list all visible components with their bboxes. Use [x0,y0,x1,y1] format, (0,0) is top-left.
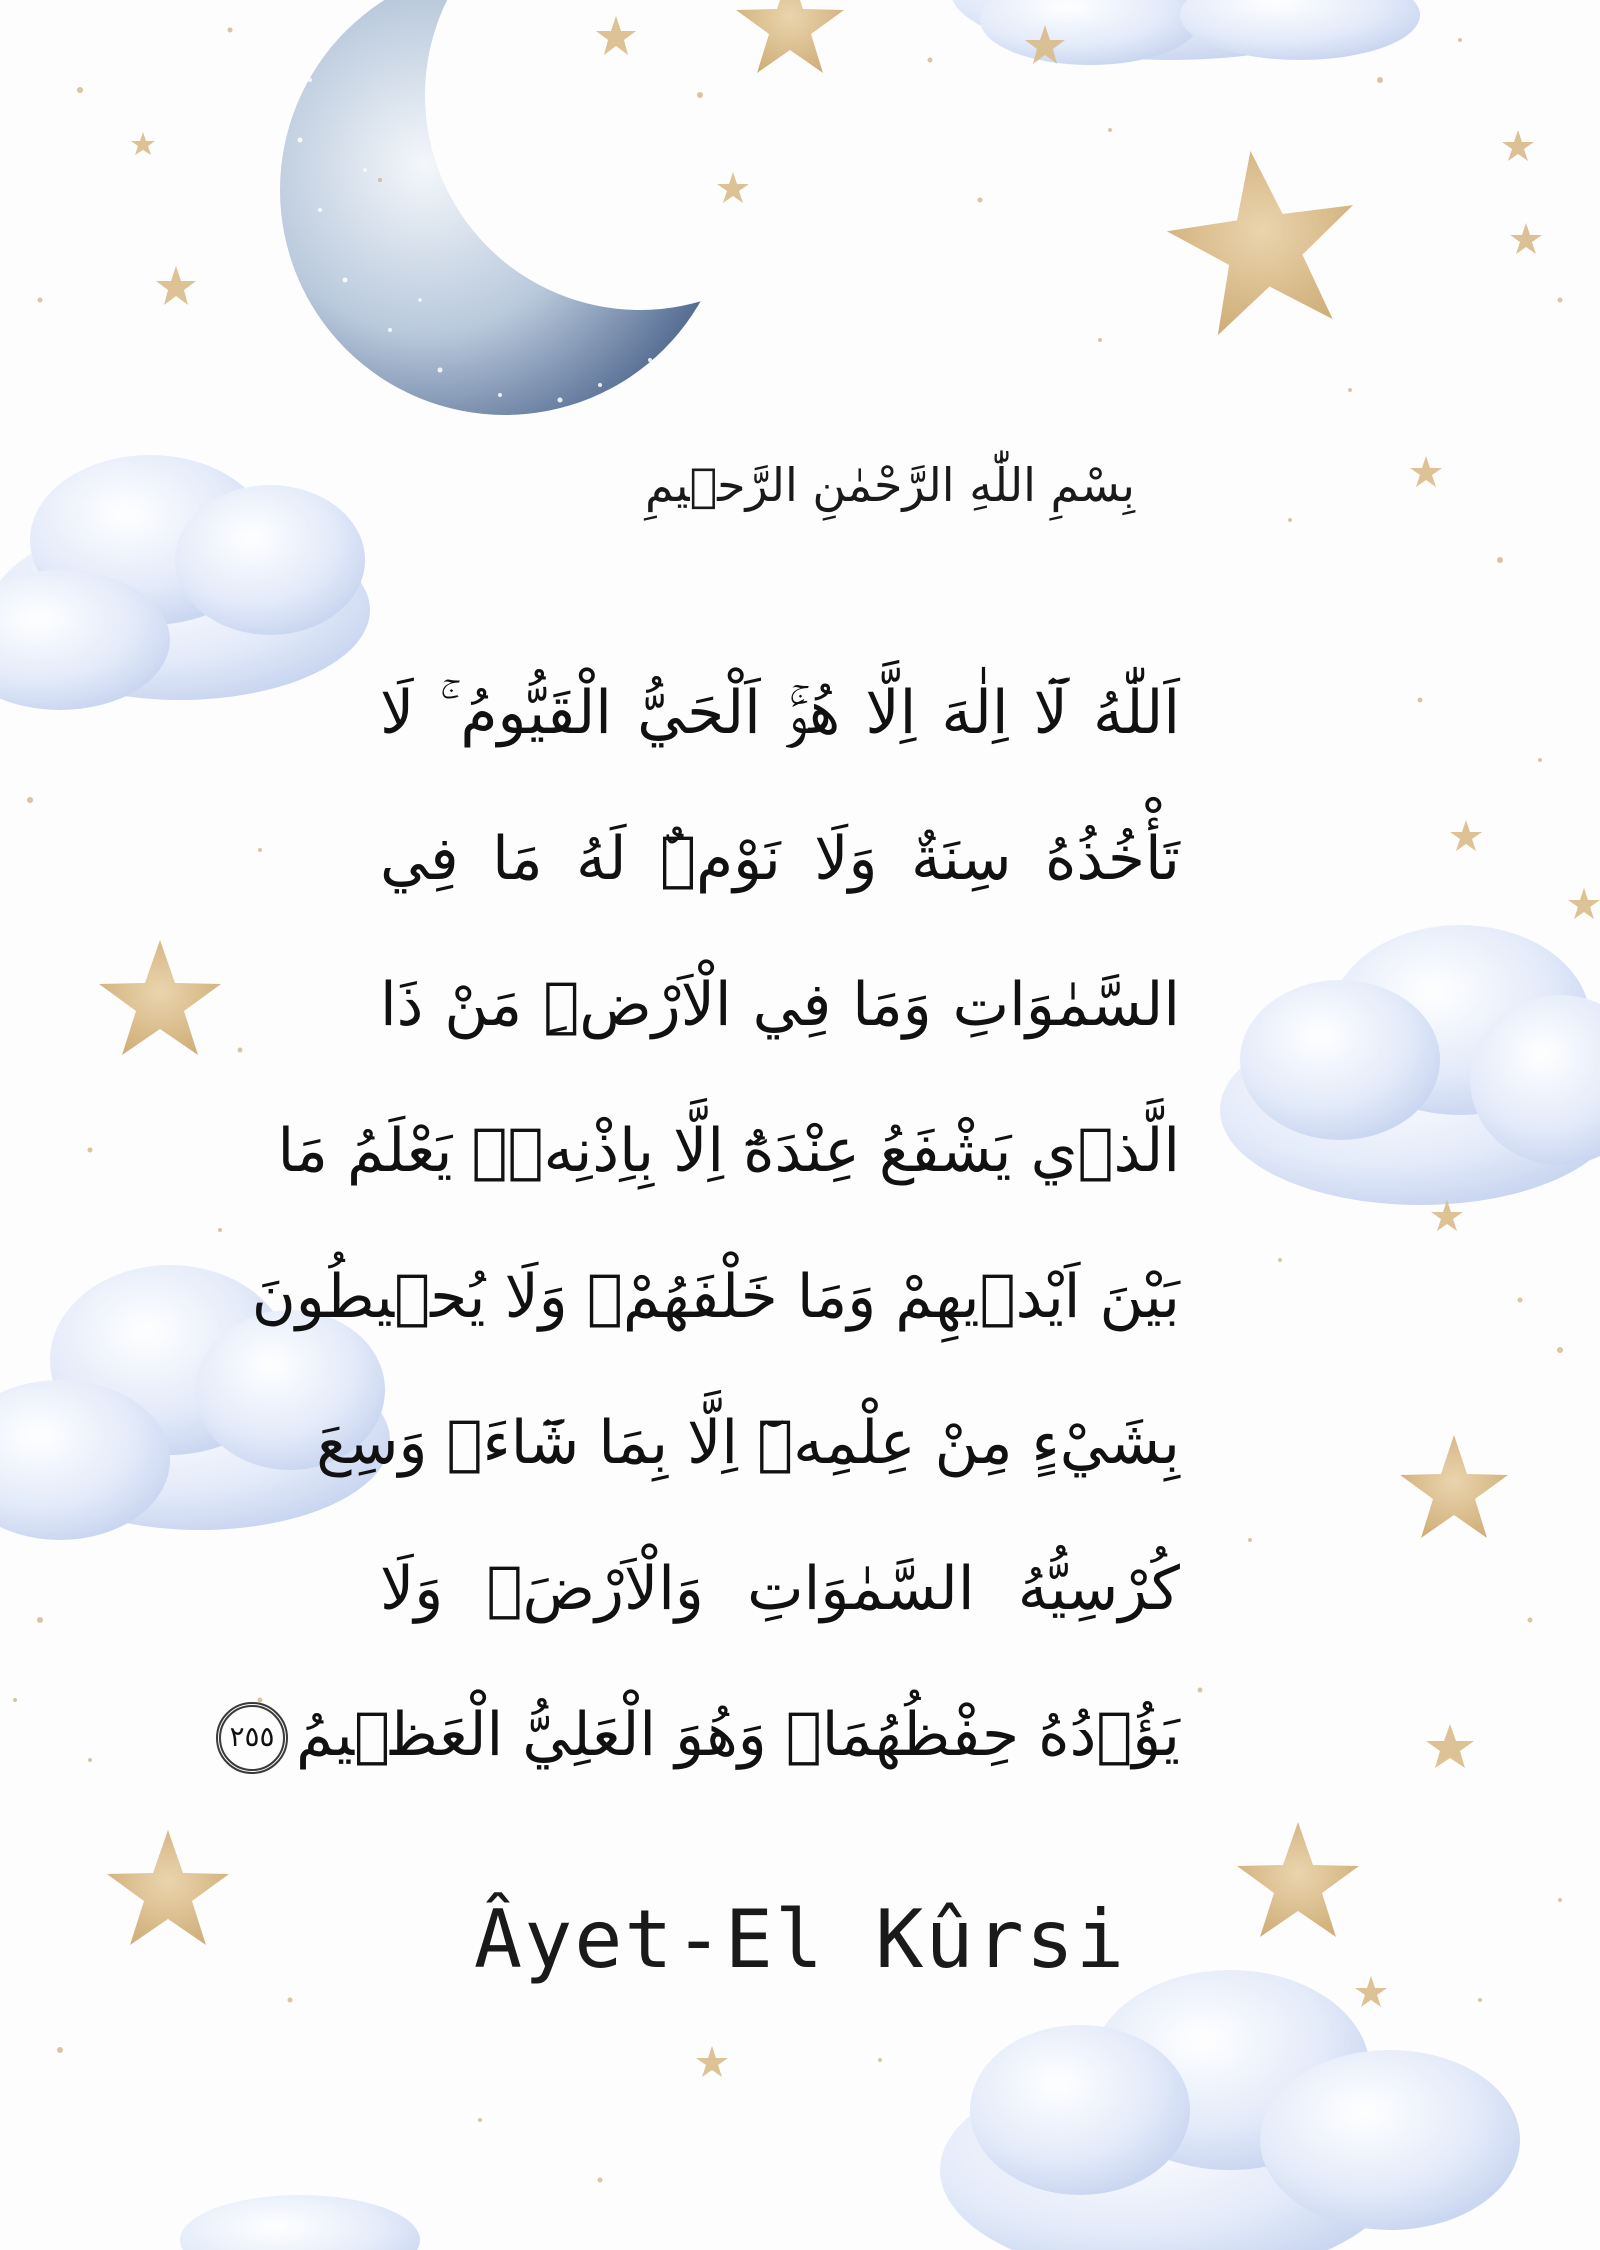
verse-line: الَّذ۪ي يَشْفَعُ عِنْدَهُٓ اِلَّا بِاِذْنِه۪ۜ يَعْلَمُ مَا [277,1116,1180,1186]
star-icon [1157,138,1368,340]
verse-line-text: يَؤُ۫دُهُ حِفْظُهُمَاۚ وَهُوَ الْعَلِيُّ الْعَظ۪يمُ [296,1700,1180,1770]
star-icon [1400,1435,1508,1538]
cloud-icon [1220,925,1600,1205]
star-icon [107,1830,229,1945]
verse-line: بَيْنَ اَيْد۪يهِمْ وَمَا خَلْفَهُمْۚ وَلَا يُح۪يطُونَ [251,1262,1180,1332]
ayah-number-marker: ٢٥٥ [216,1702,288,1774]
cloud-icon [180,2195,420,2250]
verse-line: كُرْسِيُّهُ السَّمٰوَاتِ وَالْاَرْضَۚ وَلَا [380,1554,1180,1624]
ayat-al-kursi-verse [229,640,1180,1808]
verse-line: بِشَيْءٍ مِنْ عِلْمِه۪ٓ اِلَّا بِمَا شَٓاءَۚ وَسِعَ [316,1408,1180,1478]
basmala: بِسْمِ اللّٰهِ الرَّحْمٰنِ الرَّح۪يمِ [645,458,1135,512]
cloud-icon [0,455,370,710]
verse-line: تَأْخُذُهُ سِنَةٌ وَلَا نَوْمٌۜ لَهُ مَا فِي [380,824,1180,894]
verse-line-last [229,1662,1180,1808]
cloud-icon [940,1970,1520,2250]
cloud-icon [950,0,1420,65]
crescent-moon-icon [250,0,750,440]
verse-line: السَّمٰوَاتِ وَمَا فِي الْاَرْضِۜ مَنْ ذَا [380,970,1180,1040]
star-icon [736,0,844,73]
star-icon [99,940,221,1055]
page-title: Âyet-El Kûrsi [473,1893,1127,1986]
verse-line: اَللّٰهُ لَٓا اِلٰهَ اِلَّا هُوَۚ اَلْحَيُّ الْقَيُّومُ ۚ لَا [380,678,1180,748]
